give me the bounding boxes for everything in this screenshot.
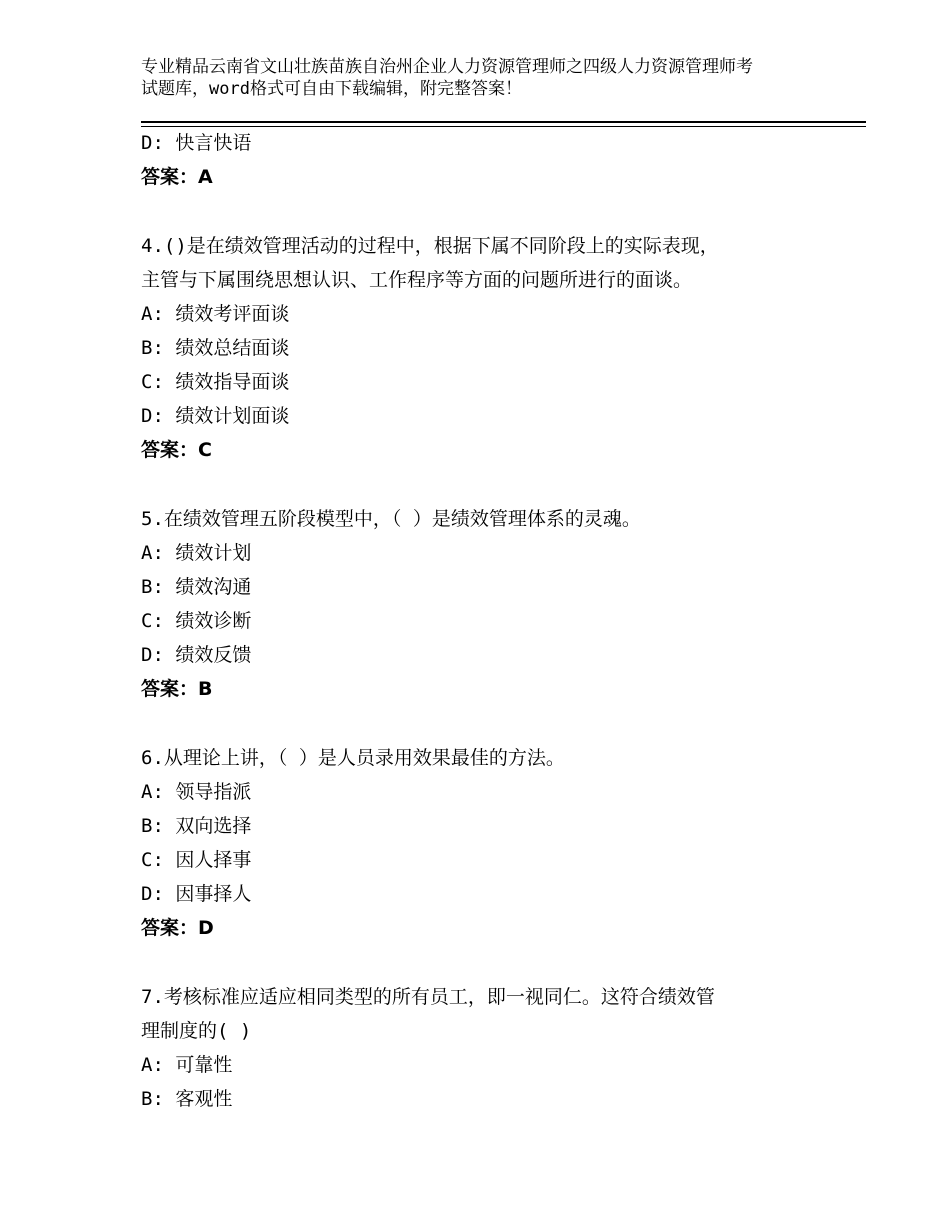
spacer — [141, 467, 841, 502]
option-c: C: 绩效诊断 — [141, 610, 252, 632]
option-b: B: 客观性 — [141, 1088, 233, 1110]
option-c: C: 绩效指导面谈 — [141, 371, 290, 393]
header-divider-thick — [141, 121, 866, 123]
question-text: 4.()是在绩效管理活动的过程中，根据下属不同阶段上的实际表现， — [141, 235, 719, 257]
question-list — [141, 126, 841, 1116]
question-6 — [141, 741, 841, 945]
answer-line: 答案：C — [141, 439, 212, 461]
question-text: 6.从理论上讲，（ ）是人员录用效果最佳的方法。 — [141, 747, 565, 769]
option-b: B: 绩效总结面谈 — [141, 337, 290, 359]
answer-line: 答案：D — [141, 917, 214, 939]
question-7 — [141, 980, 841, 1116]
option-a: A: 可靠性 — [141, 1054, 233, 1076]
spacer — [141, 194, 841, 229]
option-a: A: 绩效考评面谈 — [141, 303, 290, 325]
option-d: D: 绩效反馈 — [141, 644, 252, 666]
option-b: B: 绩效沟通 — [141, 576, 252, 598]
option-d: D: 快言快语 — [141, 132, 252, 154]
header-title-line-1: 专业精品云南省文山壮族苗族自治州企业人力资源管理师之四级人力资源管理师考 — [141, 57, 753, 77]
spacer — [141, 945, 841, 980]
question-text-continued: 主管与下属围绕思想认识、工作程序等方面的问题所进行的面谈。 — [141, 269, 693, 291]
document-header — [141, 56, 841, 100]
spacer — [141, 706, 841, 741]
answer-line: 答案：B — [141, 678, 213, 700]
question-text: 7.考核标准应适应相同类型的所有员工，即一视同仁。这符合绩效管 — [141, 986, 715, 1008]
question-text: 5.在绩效管理五阶段模型中，（ ）是绩效管理体系的灵魂。 — [141, 508, 641, 530]
option-d: D: 因事择人 — [141, 883, 252, 905]
option-d: D: 绩效计划面谈 — [141, 405, 290, 427]
option-c: C: 因人择事 — [141, 849, 252, 871]
question-4 — [141, 229, 841, 467]
option-b: B: 双向选择 — [141, 815, 252, 837]
question-3-tail — [141, 126, 841, 194]
option-a: A: 绩效计划 — [141, 542, 252, 564]
header-title-line-2: 试题库，word格式可自由下载编辑，附完整答案！ — [141, 79, 522, 99]
answer-line: 答案：A — [141, 166, 213, 188]
question-text-continued: 理制度的( ) — [141, 1020, 252, 1042]
question-5 — [141, 502, 841, 706]
option-a: A: 领导指派 — [141, 781, 252, 803]
